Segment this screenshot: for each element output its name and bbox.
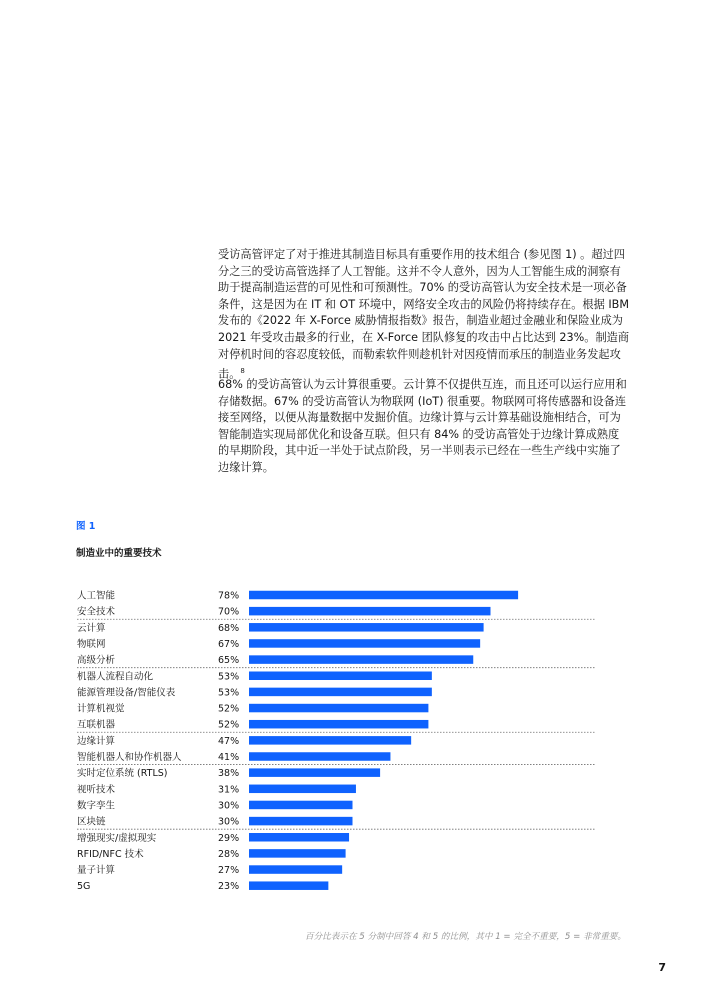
category-label: 区块链 (77, 816, 106, 828)
bar (249, 881, 328, 890)
value-label: 30% (218, 800, 240, 812)
bar (249, 688, 432, 697)
category-label: 5G (77, 881, 91, 893)
bar (249, 736, 411, 745)
category-label: 计算机视觉 (77, 703, 125, 715)
category-label: 安全技术 (77, 606, 116, 618)
value-label: 31% (218, 784, 240, 796)
value-label: 53% (218, 671, 240, 683)
figure-footnote: 百分比表示在 5 分制中回答 4 和 5 的比例，其中 1 = 完全不重要，5 = 非常重要。 (304, 932, 626, 942)
category-label: 高级分析 (77, 655, 116, 667)
technology-bar-chart (0, 585, 710, 895)
bar (249, 591, 518, 600)
value-label: 67% (218, 638, 240, 650)
body-paragraph-2: 68% 的受访高管认为云计算很重要。云计算不仅提供互连，而且还可以运行应用和存储数据。67% 的受访高管认为物联网 (IoT) 很重要。物联网可将传感器和设备连接至网络，以便从海量数据中发掘价值。边缘计算与云计算基础设施相结合，可为智能制造实现局部优化和设备互联。但只有 84% 的受访高管处于边缘计算成熟度的早期阶段，其中近一半处于试点阶段，另一半则表示已经在一些生产线中实施了边缘计算。 (218, 378, 627, 474)
category-label: 实时定位系统 (RTLS) (77, 768, 168, 780)
figure-title: 制造业中的重要技术 (76, 548, 162, 559)
bar (249, 639, 480, 648)
bar (249, 849, 346, 858)
bar (249, 785, 356, 794)
value-label: 52% (218, 703, 240, 715)
category-label: 云计算 (77, 622, 106, 634)
value-label: 70% (218, 606, 240, 618)
value-label: 30% (218, 816, 240, 828)
value-label: 68% (218, 622, 240, 634)
bar (249, 801, 353, 810)
bar (249, 768, 380, 777)
bar (249, 672, 432, 681)
category-label: 人工智能 (77, 590, 116, 602)
value-label: 27% (218, 865, 240, 877)
value-label: 52% (218, 719, 240, 731)
bar (249, 655, 473, 664)
bar (249, 817, 353, 826)
category-label: 互联机器 (77, 719, 116, 731)
value-label: 41% (218, 752, 240, 763)
value-label: 23% (218, 881, 240, 893)
bar (249, 833, 349, 842)
category-label: 量子计算 (77, 865, 116, 877)
category-label: 数字孪生 (77, 800, 116, 812)
category-label: 增强现实/虚拟现实 (77, 832, 157, 844)
bar (249, 607, 491, 616)
category-label: 视听技术 (77, 784, 116, 796)
bar (249, 704, 428, 713)
category-label: 机器人流程自动化 (77, 671, 154, 683)
bar (249, 865, 342, 874)
paragraph-1-text: 受访高管评定了对于推进其制造目标具有重要作用的技术组合 (参见图 1) 。超过四分之三的受访高管选择了人工智能。这并不令人意外，因为人工智能生成的洞察有助于提高制造运营的可见性和可预测性。70% 的受访高管认为安全技术是一项必备条件，这是因为在 IT 和 OT 环境中，网络安全攻击的风险仍将持续存在。根据 IBM 发布的《2022 年 X-Force 威胁情报指数》报告，制造业超过金融业和保险业成为 2021 年受攻击最多的行业，在 X-Force 团队修复的攻击中占比达到 23%。制造商对停机时间的容忍度较低，而勒索软件则趁机针对因疫情而承压的制造业务发起攻击。 (218, 248, 630, 381)
value-label: 47% (218, 735, 240, 747)
value-label: 29% (218, 832, 240, 844)
category-label: 物联网 (77, 638, 106, 650)
page-number: 7 (658, 961, 666, 974)
category-label: 智能机器人和协作机器人 (77, 752, 182, 763)
body-paragraph-1 (218, 247, 630, 383)
footnote-ref[interactable]: 8 (240, 367, 245, 376)
category-label: RFID/NFC 技术 (77, 848, 144, 860)
value-label: 65% (218, 655, 240, 667)
figure-label: 图 1 (76, 521, 96, 532)
bar (249, 720, 428, 729)
bar (249, 623, 484, 632)
category-label: 能源管理设备/智能仪表 (77, 687, 176, 699)
bar (249, 752, 390, 761)
value-label: 78% (218, 590, 240, 602)
category-label: 边缘计算 (77, 735, 116, 747)
value-label: 38% (218, 768, 240, 780)
value-label: 53% (218, 687, 240, 699)
value-label: 28% (218, 848, 240, 860)
